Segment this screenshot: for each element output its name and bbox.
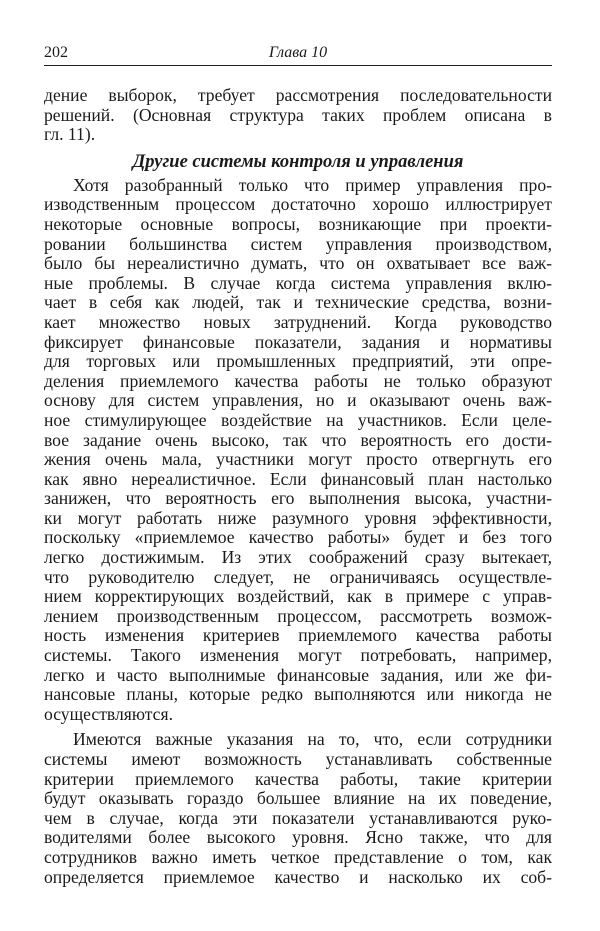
page-number: 202	[44, 44, 68, 61]
text-line: лением производственным процессом, рассмотреть возмож-	[44, 605, 552, 626]
text-line: дение выборок, требует рассмотрения последовательности	[44, 85, 552, 105]
text-line: будут оказывать гораздо большее влияние на их поведение,	[44, 788, 552, 809]
text-line: поскольку «приемлемое качество работы» будет и без того	[44, 527, 552, 548]
text-line: фиксирует финансовые показатели, задания и нормативы	[44, 331, 552, 352]
paragraph-1	[44, 176, 552, 725]
text-line: чает в себя как людей, так и технические средства, возни-	[44, 292, 552, 313]
text-line: вое задание очень высоко, так что вероятность его дости-	[44, 429, 552, 450]
intro-paragraph	[44, 86, 552, 145]
text-line: критерии приемлемого качества работы, такие критерии	[44, 768, 552, 789]
text-line: ное стимулирующее воздействие на участников. Если целе-	[44, 409, 552, 430]
text-line: Хотя разобранный только что пример управления про-	[73, 174, 552, 195]
text-line: системы. Такого изменения могут потребовать, например,	[44, 645, 552, 666]
text-line: осуществляются.	[44, 703, 173, 724]
paragraph-2	[44, 730, 552, 887]
text-line: занижен, что вероятность его выполнения высока, участни-	[44, 488, 552, 509]
section-heading: Другие системы контроля и управления	[132, 151, 464, 172]
running-head	[44, 44, 552, 66]
text-line: Имеются важные указания на то, что, если сотрудники	[73, 729, 552, 750]
text-line: изводственным процессом достаточно хорошо иллюстрирует	[44, 194, 552, 215]
text-line: как явно нереалистичное. Если финансовый план настолько	[44, 468, 552, 489]
text-line: водителями более высокого уровня. Ясно также, что для	[44, 827, 552, 848]
text-line: ные проблемы. В случае когда система управления вклю-	[44, 272, 552, 293]
text-line: ровании большинства систем управления производством,	[44, 233, 552, 254]
header-rule	[44, 65, 552, 66]
text-line: сотрудников важно иметь четкое представление о том, как	[44, 846, 552, 867]
text-line: гл. 11).	[44, 124, 96, 145]
text-line: кает множество новых затруднений. Когда руководство	[44, 311, 552, 332]
text-line: было бы нереалистично думать, что он охватывает все важ-	[44, 253, 552, 274]
text-line: определяется приемлемое качество и насколько их соб-	[44, 866, 552, 887]
text-line: системы имеют возможность устанавливать собственные	[44, 749, 552, 769]
text-line: деления приемлемого качества работы не только образуют	[44, 370, 552, 391]
text-line: жения очень мала, участники могут просто отвергнуть его	[44, 449, 552, 470]
text-line: чем в случае, когда эти показатели устанавливаются руко-	[44, 807, 552, 828]
text-line: что руководителю следует, не ограничиваясь осуществле-	[44, 566, 552, 587]
text-line: для торговых или промышленных предприятий, эти опре-	[44, 351, 552, 372]
text-line: легко достижимым. Из этих соображений сразу вытекает,	[44, 547, 552, 568]
body-text	[44, 86, 552, 887]
text-line: решений. (Основная структура таких проблем описана в	[44, 104, 552, 125]
text-line: некоторые основные вопросы, возникающие при проекти-	[44, 213, 552, 234]
text-line: нансовые планы, которые редко выполняются или никогда не	[44, 684, 552, 705]
chapter-title: Глава 10	[268, 44, 328, 61]
text-line: ки могут работать ниже разумного уровня эффективности,	[44, 507, 552, 528]
text-line: нием корректирующих воздействий, как в примере с управ-	[44, 586, 552, 607]
text-line: легко и часто выполнимые финансовые задания, или же фи-	[44, 664, 552, 685]
text-line: ность изменения критериев приемлемого качества работы	[44, 625, 552, 646]
text-line: основу для систем управления, но и оказывают очень важ-	[44, 390, 552, 411]
